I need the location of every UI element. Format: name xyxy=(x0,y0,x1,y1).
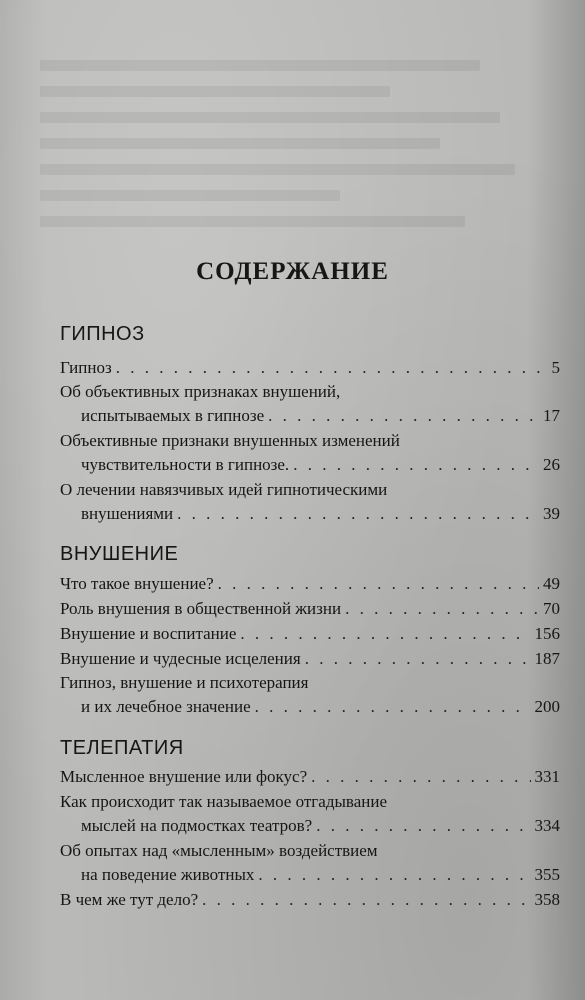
page-number: 49 xyxy=(543,574,560,593)
toc-entry xyxy=(60,790,560,838)
section-heading-suggestion: ВНУШЕНИЕ xyxy=(60,543,179,565)
leader-dots xyxy=(116,356,548,380)
entry-title: мыслей на подмостках театров? xyxy=(81,816,313,835)
toc-entry xyxy=(60,839,560,887)
page-title: СОДЕРЖАНИЕ xyxy=(196,258,389,285)
toc-entry xyxy=(60,380,560,428)
show-through-text xyxy=(40,60,540,260)
entry-title-line1: Как происходит так называемое отгадывание xyxy=(60,792,387,811)
leader-dots xyxy=(311,765,530,789)
leader-dots xyxy=(177,502,539,526)
leader-dots xyxy=(255,695,531,719)
toc-entry xyxy=(60,429,560,477)
page-number: 355 xyxy=(534,865,560,884)
toc-entry xyxy=(60,572,560,596)
page-number: 200 xyxy=(534,697,560,716)
entry-title: Гипноз xyxy=(60,358,112,377)
leader-dots xyxy=(258,863,530,887)
page-number: 187 xyxy=(534,649,560,668)
toc-entry xyxy=(60,765,560,789)
toc-entry xyxy=(60,356,560,380)
entry-title: Что такое внушение? xyxy=(60,574,214,593)
entry-title: чувствительности в гипнозе. xyxy=(81,455,290,474)
leader-dots xyxy=(293,453,539,477)
entry-title: В чем же тут дело? xyxy=(60,890,199,909)
entry-title: Внушение и чудесные исцеления xyxy=(60,649,301,668)
leader-dots xyxy=(316,814,530,838)
toc-entry xyxy=(60,597,560,621)
page-number: 5 xyxy=(551,358,560,377)
toc-entry xyxy=(60,622,560,646)
page-number: 17 xyxy=(543,406,560,425)
page-number: 334 xyxy=(534,816,560,835)
page-number: 70 xyxy=(543,599,560,618)
page-number: 156 xyxy=(534,624,560,643)
leader-dots xyxy=(218,572,539,596)
entry-title-line1: Гипноз, внушение и психотерапия xyxy=(60,673,309,692)
leader-dots xyxy=(345,597,539,621)
leader-dots xyxy=(202,888,530,912)
toc-entry xyxy=(60,888,560,912)
entry-title: Роль внушения в общественной жизни xyxy=(60,599,342,618)
entry-title-line1: Об объективных признаках внушений, xyxy=(60,382,341,401)
section-heading-telepathy: ТЕЛЕПАТИЯ xyxy=(60,737,184,759)
toc-entry xyxy=(60,647,560,671)
page-number: 331 xyxy=(534,767,560,786)
entry-title: внушениями xyxy=(81,504,174,523)
page-number: 26 xyxy=(543,455,560,474)
page-number: 358 xyxy=(534,890,560,909)
entry-title-line1: Об опытах над «мысленным» воздействием xyxy=(60,841,378,860)
toc-entry xyxy=(60,671,560,719)
leader-dots xyxy=(268,404,539,428)
entry-title: Внушение и воспитание xyxy=(60,624,237,643)
entry-title-line1: О лечении навязчивых идей гипнотическими xyxy=(60,480,388,499)
page-number: 39 xyxy=(543,504,560,523)
entry-title: на поведение животных xyxy=(81,865,255,884)
entry-title-line1: Объективные признаки внушенных изменений xyxy=(60,431,400,450)
entry-title: и их лечебное значение xyxy=(81,697,251,716)
entry-title: Мысленное внушение или фокус? xyxy=(60,767,308,786)
leader-dots xyxy=(240,622,530,646)
section-heading-hypnosis: ГИПНОЗ xyxy=(60,323,145,345)
entry-title: испытываемых в гипнозе xyxy=(81,406,265,425)
toc-entry xyxy=(60,478,560,526)
leader-dots xyxy=(305,647,531,671)
